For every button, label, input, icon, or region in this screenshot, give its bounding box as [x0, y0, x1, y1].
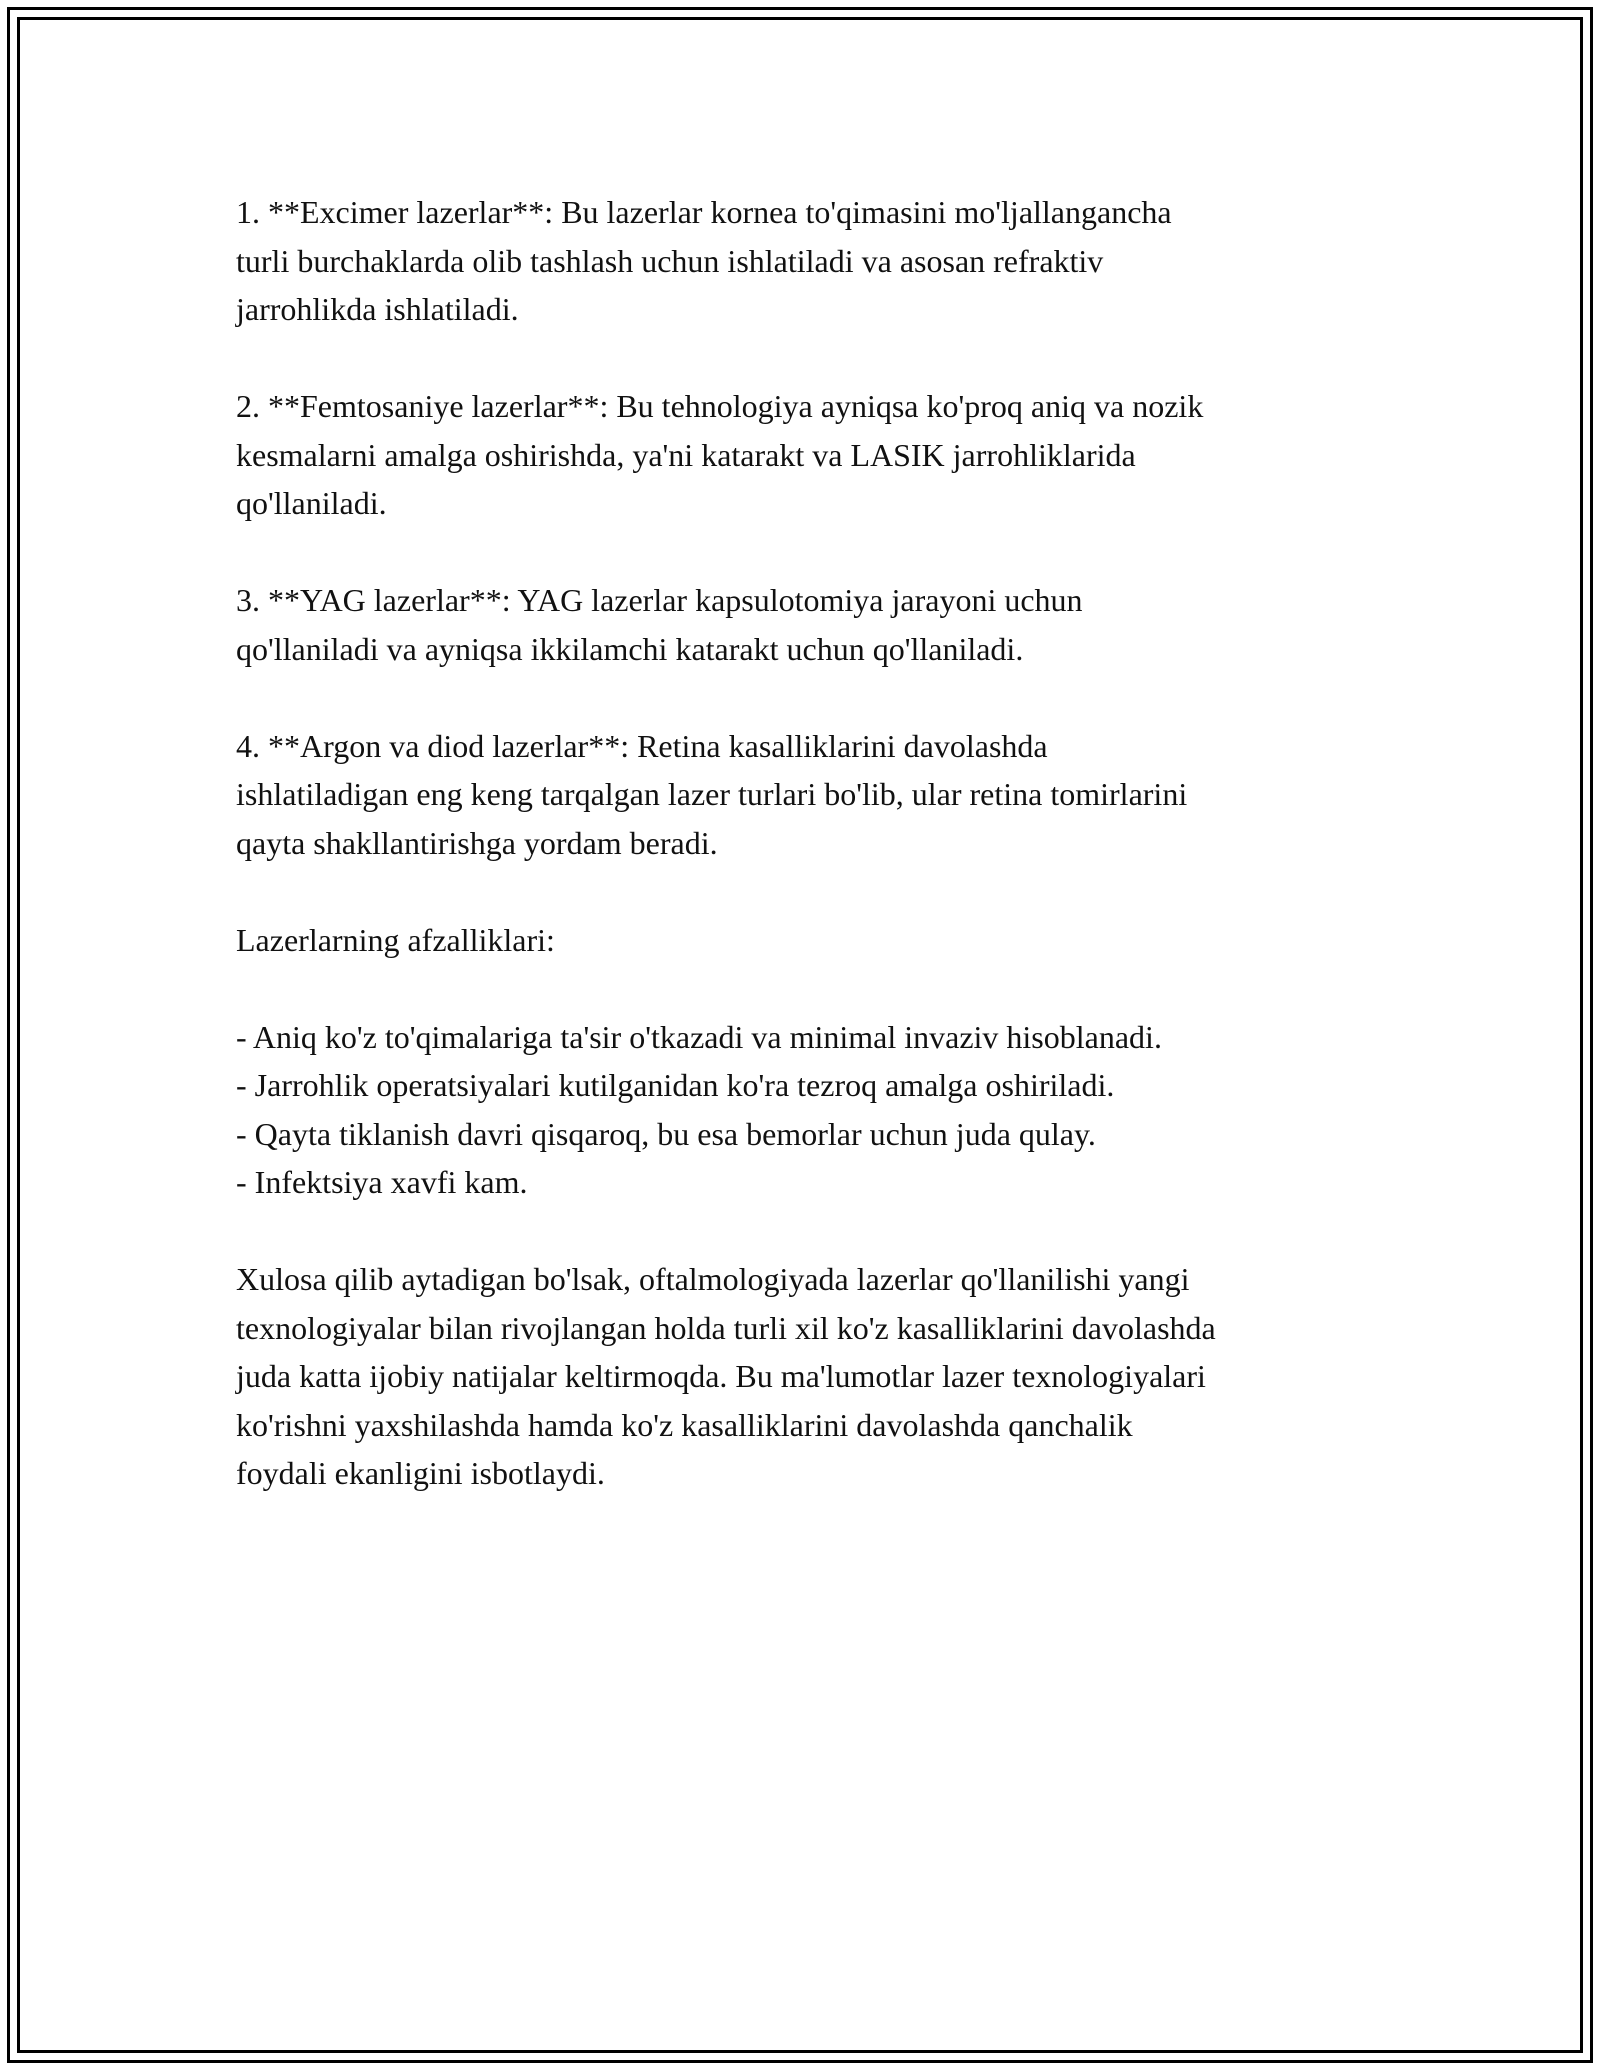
conclusion-paragraph: Xulosa qilib aytadigan bo'lsak, oftalmologiyada lazerlar qo'llanilishi yangi texnologiyalar bilan rivojlangan holda turli xil ko'z kasalliklarini davolashda juda katta ijobiy natijalar keltirmoqda. Bu ma'lumotlar lazer texnologiyalari ko'rishni yaxshilashda hamda ko'z kasalliklarini davolashda qanchalik foydali ekanligini isbotlaydi.: [236, 1261, 1216, 1491]
paragraph-yag: 3. **YAG lazerlar**: YAG lazerlar kapsulotomiya jarayoni uchun qo'llaniladi va ayniqsa ikkilamchi katarakt uchun qo'llaniladi.: [236, 582, 1083, 667]
advantages-list: [236, 1013, 1376, 1207]
list-item: - Qayta tiklanish davri qisqaroq, bu esa bemorlar uchun juda qulay.: [236, 1115, 1096, 1152]
paragraph-excimer: 1. **Excimer lazerlar**: Bu lazerlar kornea to'qimasini mo'ljallangancha turli burchaklarda olib tashlash uchun ishlatiladi va asosan refraktiv jarrohlikda ishlatiladi.: [236, 194, 1172, 327]
paragraph-argon-diode: 4. **Argon va diod lazerlar**: Retina kasalliklarini davolashda ishlatiladigan eng keng tarqalgan lazer turlari bo'lib, ular retina tomirlarini qayta shakllantirishga yordam beradi.: [236, 727, 1188, 861]
list-item: - Aniq ko'z to'qimalariga ta'sir o'tkazadi va minimal invaziv hisoblanadi.: [236, 1018, 1162, 1055]
list-item: - Infektsiya xavfi kam.: [236, 1164, 528, 1200]
paragraph-femtosecond: 2. **Femtosaniye lazerlar**: Bu tehnologiya ayniqsa ko'proq aniq va nozik kesmalarni amalga oshirishda, ya'ni katarakt va LASIK jarrohliklarida qo'llaniladi.: [236, 388, 1204, 521]
document-body: [236, 188, 1376, 1546]
list-item: - Jarrohlik operatsiyalari kutilganidan ko'ra tezroq amalga oshiriladi.: [236, 1067, 1115, 1103]
advantages-heading: Lazerlarning afzalliklari:: [236, 921, 555, 958]
